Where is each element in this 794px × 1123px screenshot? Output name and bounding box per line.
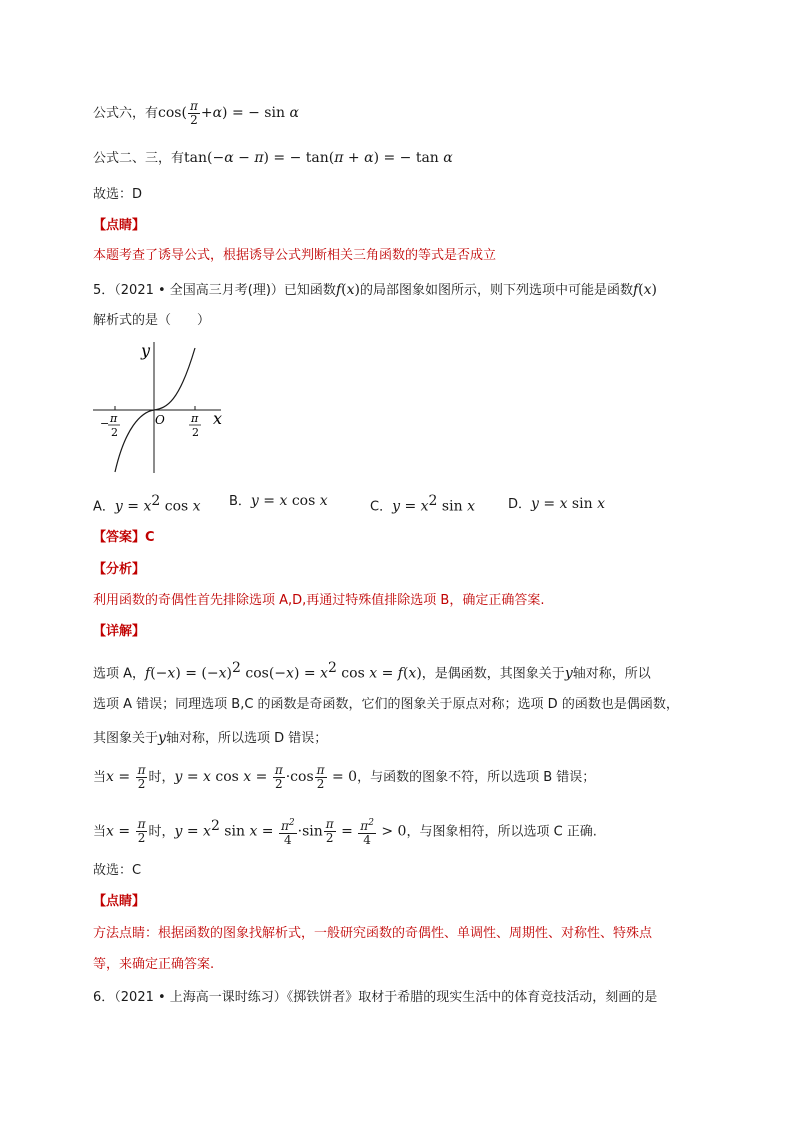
detail-heading: 【详解】 — [93, 624, 146, 639]
option-a: A．$y = x^2$ cos x — [93, 493, 201, 515]
detail-line-2: 选项 A 错误；同理选项 B,C 的函数是奇函数，它们的图象关于原点对称；选项 D 的函数也是偶函数， — [93, 697, 679, 712]
method-text-1: 方法点睛：根据函数的图象找解析式，一般研究函数的奇偶性、单调性、周期性、对称性、特殊点 — [93, 926, 653, 941]
pos-pi-label: π — [191, 412, 199, 425]
pos-pi-denominator: 2 — [192, 426, 199, 439]
neg-pi-label: π — [110, 412, 118, 425]
formula-six-line: 公式六，有cos( $\frac{\pi}{2}$ +α) = − sin α — [93, 99, 299, 127]
choose-c: 故选：C — [93, 863, 142, 878]
neg-pi-denominator: 2 — [111, 426, 118, 439]
method-text-2: 等，来确定正确答案. — [93, 957, 215, 972]
question-5-line-2: 解析式的是（ ） — [93, 313, 211, 328]
option-c: C．$y = x^2$ sin x — [370, 493, 475, 515]
detail-line-3: 其图象关于y轴对称，所以选项 D 错误； — [93, 730, 328, 746]
analysis-heading: 【分析】 — [93, 562, 146, 577]
formula-six-prefix: 公式六，有 — [93, 106, 159, 121]
formula-two-three-line: 公式二、三，有tan(−α − π) = − tan(π + α) = − tan α — [93, 150, 453, 166]
neg-sign: − — [100, 417, 110, 430]
x-axis-label: x — [213, 409, 223, 428]
analysis-text: 利用函数的奇偶性首先排除选项 A,D,再通过特殊值排除选项 B，确定正确答案. — [93, 593, 545, 608]
dianjing-heading-2: 【点睛】 — [93, 894, 146, 909]
question-6: 6．（2021 • 上海高一课时练习）《掷铁饼者》取材于希腊的现实生活中的体育竞技活动，刻画的是 — [93, 990, 658, 1005]
detail-line-4: 当x = $\frac{\pi}{2}$ 时，y = x cos x = $\frac{\pi}{2}$ ·cos $\frac{\pi}{2}$ = 0，与函数的图象不符，所以选项 B 错误； — [93, 763, 596, 791]
dianjing-heading-1: 【点睛】 — [93, 218, 146, 233]
answer-line: 【答案】C — [93, 530, 155, 545]
question-5-line-1: 5．（2021 • 全国高三月考(理)）已知函数f(x)的局部图象如图所示，则下列选项中可能是函数f(x) — [93, 282, 658, 298]
option-d: D．y = x sin x — [508, 496, 605, 512]
choose-d: 故选：D — [93, 187, 143, 202]
y-axis-label: y — [141, 341, 151, 360]
formula-two-three-prefix: 公式二、三，有 — [93, 151, 185, 166]
detail-line-5: 当x = $\frac{\pi}{2}$ 时，$y = x^2$ sin x = $\frac{\pi^2}{4}$ ·sin $\frac{\pi}{2}$ = $\frac{\pi^2}{4}$ > 0，与图象相符，所以选项 C 正确. — [93, 817, 597, 847]
function-graph — [93, 340, 233, 475]
detail-line-1: 选项 A，$f(-x) = (-x)^2$ $\cos(-x) = x^2$ cos x = f(x)，是偶函数，其图象关于y轴对称，所以 — [93, 660, 651, 682]
dianjing-text-1: 本题考查了诱导公式，根据诱导公式判断相关三角函数的等式是否成立 — [93, 248, 497, 263]
option-b: B．y = x cos x — [229, 493, 328, 509]
origin-label: O — [155, 413, 165, 427]
